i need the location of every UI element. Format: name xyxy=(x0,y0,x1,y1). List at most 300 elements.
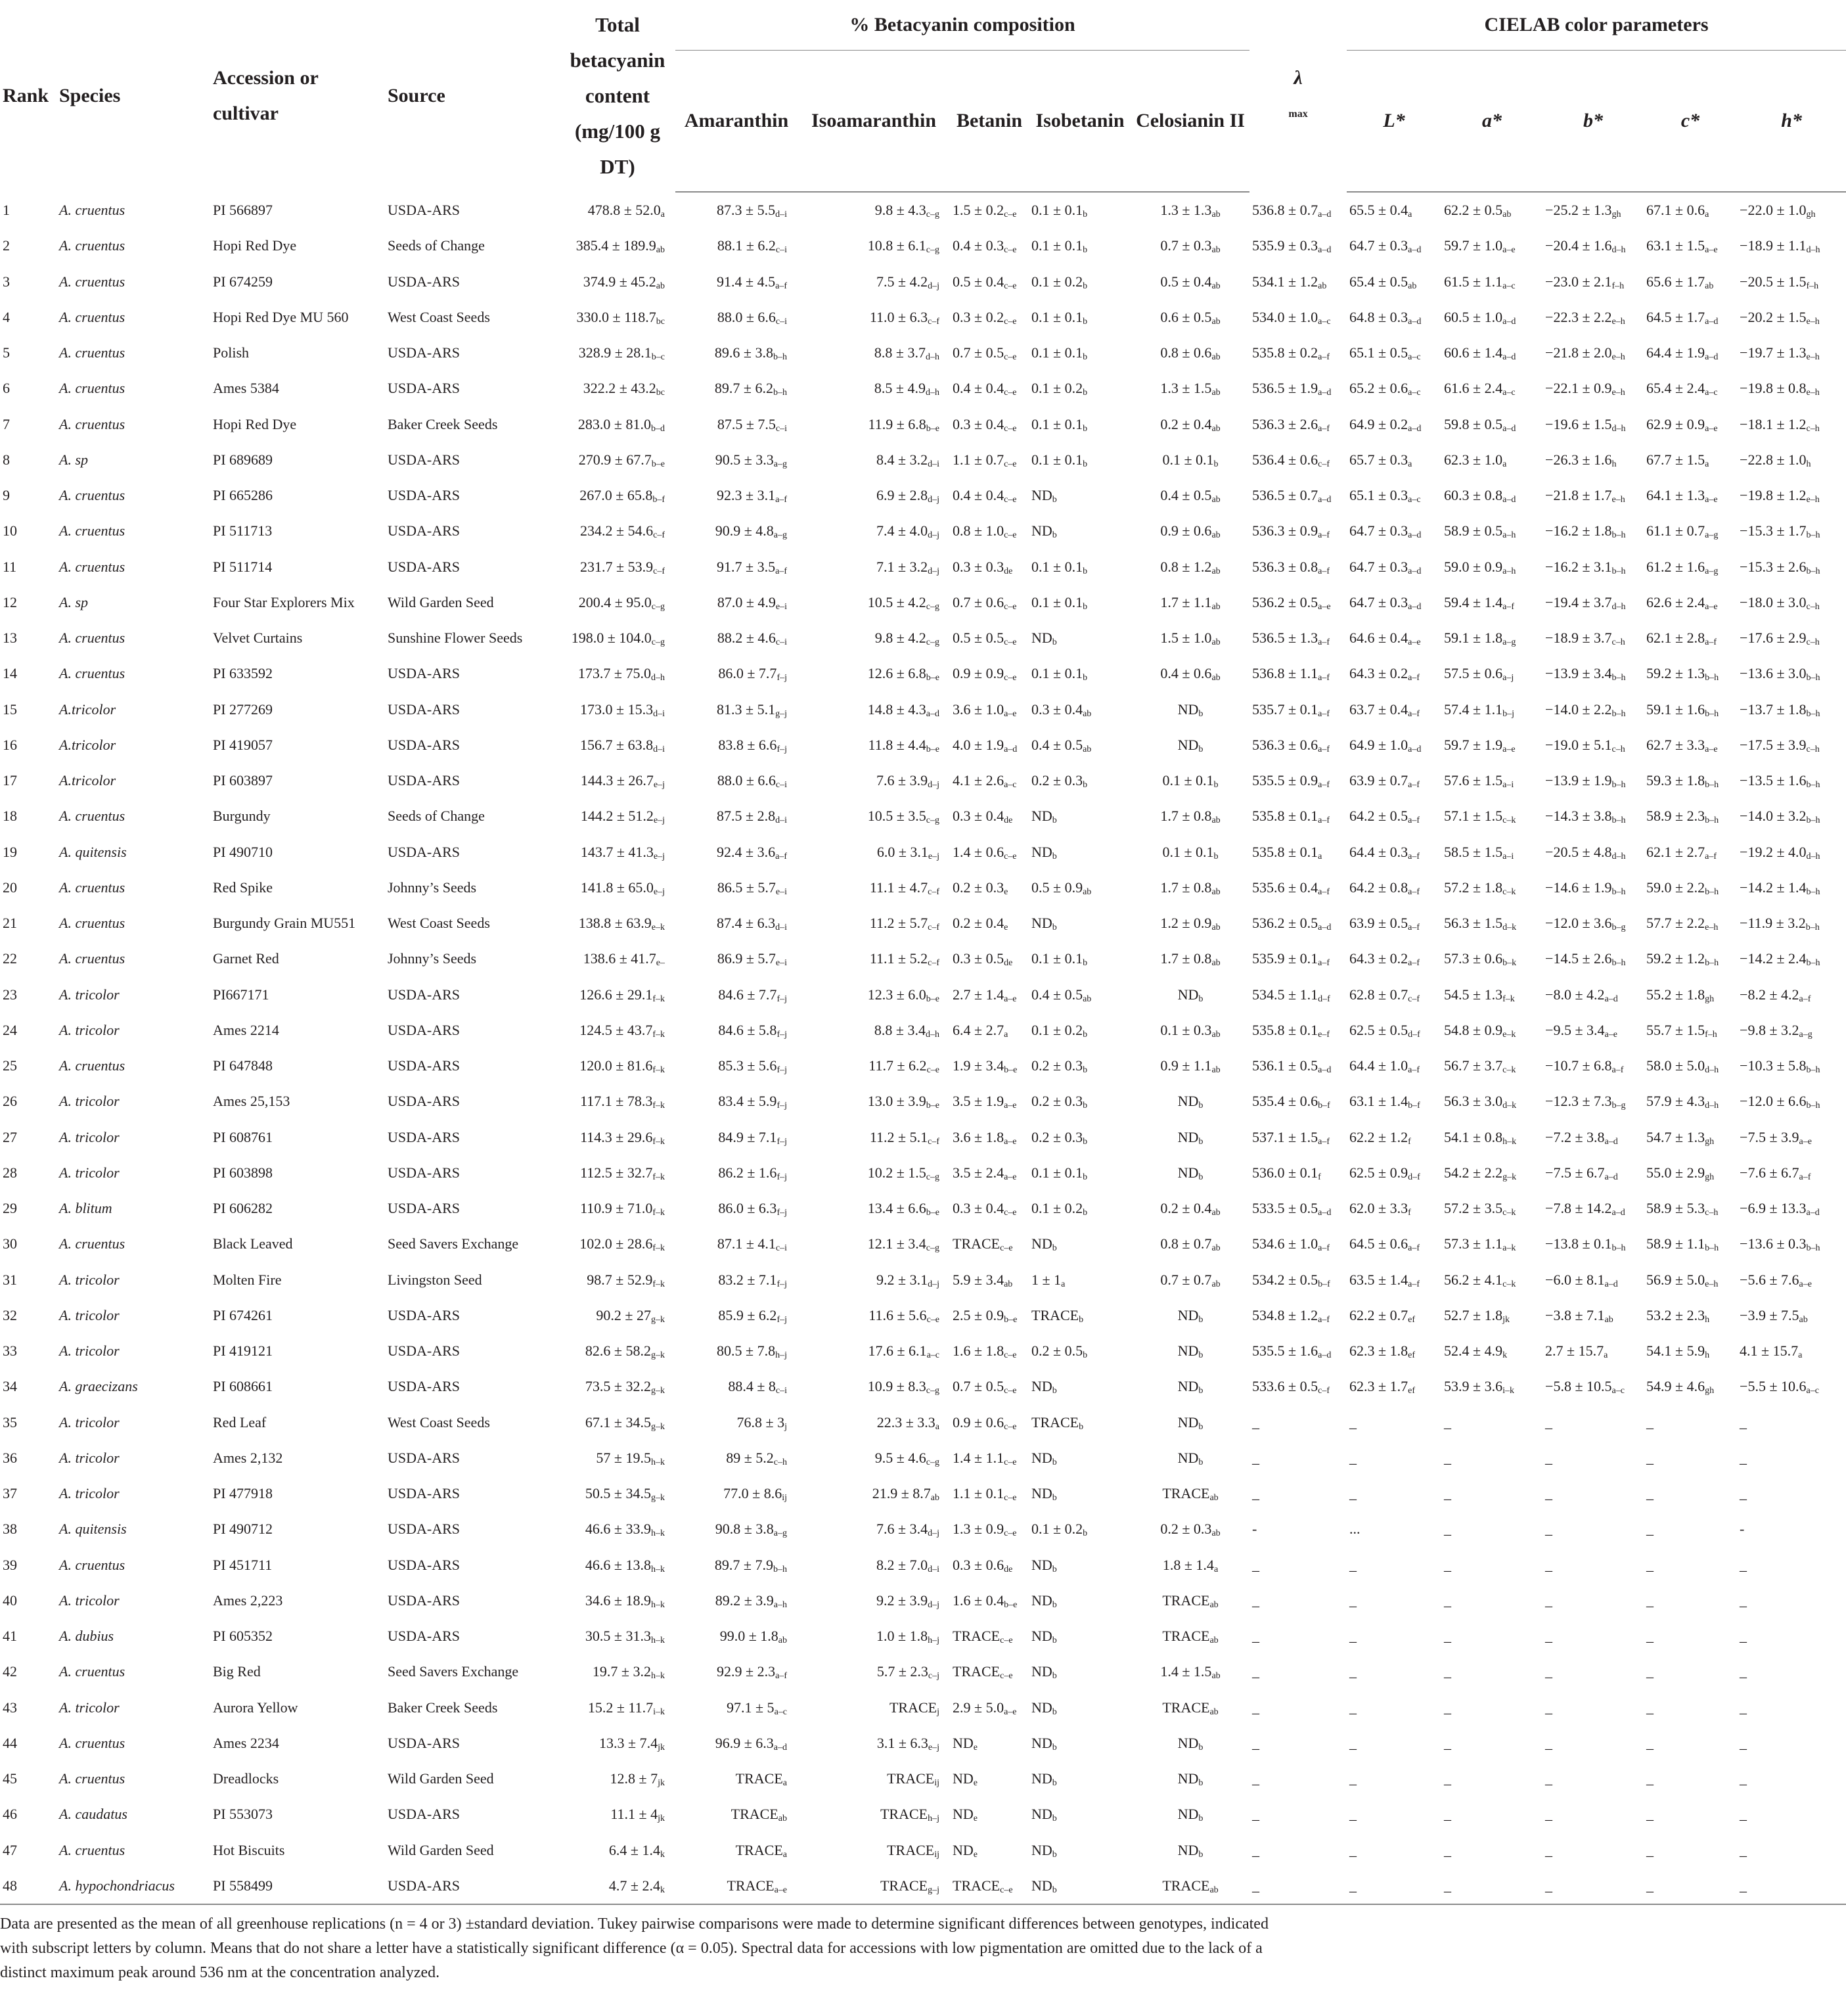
cell-value: 2.7 ± 1.4 xyxy=(953,986,1004,1003)
cell-value: 7.6 ± 3.9 xyxy=(876,772,928,789)
cell-source xyxy=(385,1333,560,1369)
significance-letters: d–j xyxy=(928,566,939,576)
significance-letters: ab xyxy=(778,1636,787,1646)
significance-letters: a–e xyxy=(1799,1279,1812,1289)
cell-value: 62.2 ± 1.2 xyxy=(1349,1128,1408,1145)
cell-value: ND xyxy=(1177,1734,1199,1751)
cell-total xyxy=(560,1583,675,1618)
cell-value: 102.0 ± 28.6 xyxy=(579,1235,653,1252)
table-row xyxy=(0,905,1846,941)
cell-species xyxy=(56,1690,210,1726)
cell-rank xyxy=(0,1298,56,1333)
significance-letters: c–i xyxy=(775,637,787,648)
cell-accession xyxy=(210,1120,385,1155)
significance-letters: b–e xyxy=(926,1208,939,1218)
cell-value: Dreadlocks xyxy=(213,1770,279,1787)
cell-amaranthin xyxy=(675,228,798,263)
cell-h xyxy=(1737,1833,1846,1868)
significance-letters: a–f xyxy=(1408,1243,1420,1254)
significance-letters: a–f xyxy=(1408,958,1420,969)
cell-species xyxy=(56,1226,210,1262)
significance-letters: c–h xyxy=(1806,601,1820,612)
cell-value: 1.7 ± 1.1 xyxy=(1160,593,1212,610)
cell-source xyxy=(385,905,560,941)
cell-source xyxy=(385,1048,560,1084)
cell-source xyxy=(385,763,560,798)
significance-letters: b xyxy=(1052,851,1057,861)
cell-value: 24 xyxy=(3,1021,17,1038)
cell-isobetanin xyxy=(1029,1511,1131,1547)
cell-value: _ xyxy=(1444,1806,1452,1823)
significance-letters: a xyxy=(1502,459,1507,469)
cell-total xyxy=(560,1120,675,1155)
cell-isobetanin xyxy=(1029,835,1131,870)
cell-value: 0.1 ± 0.2 xyxy=(1031,273,1083,290)
significance-letters: e– xyxy=(656,958,665,969)
cell-value: 536.8 ± 0.7 xyxy=(1252,201,1318,218)
cell-source xyxy=(385,1262,560,1298)
col-isoamaranthin: Isoamaranthin xyxy=(798,51,950,193)
cell-value: USDA-ARS xyxy=(388,344,461,361)
significance-letters: a–d xyxy=(1611,1208,1625,1218)
cell-b xyxy=(1542,1405,1644,1440)
cell-isoamaranthin xyxy=(798,1048,950,1084)
cell-c xyxy=(1644,1511,1737,1547)
footnote-text: Data are presented as the mean of all greenhouse replications (n = 4 or 3) ±standard deviation. Tukey pairwise comparisons were made to determine significant differences between genotypes, indicated with subscript letters by column. Means that do not share a letter have a statistically significant difference (α = 0.05). Spectral data for accessions with low pigmentation are omitted due to the lack of a distinct maximum peak around 536 nm at the concentration analyzed. xyxy=(0,1915,1269,1981)
cell-value: 37 xyxy=(3,1485,17,1502)
cell-value: 112.5 ± 32.7 xyxy=(580,1164,653,1181)
cell-a xyxy=(1441,1013,1542,1048)
cell-value: A. tricolor xyxy=(59,1699,120,1716)
cell-amaranthin xyxy=(675,585,798,620)
cell-b xyxy=(1542,192,1644,228)
cell-isoamaranthin xyxy=(798,1797,950,1832)
cell-value: 0.2 ± 0.4 xyxy=(953,915,1004,932)
significance-letters: c–e xyxy=(1000,1636,1013,1646)
significance-letters: a–k xyxy=(1502,1243,1516,1254)
cell-value: Big Red xyxy=(213,1663,261,1680)
cell-value: 57.7 ± 2.2 xyxy=(1646,915,1705,932)
significance-letters: a–f xyxy=(1408,1065,1420,1076)
cell-value: −10.7 ± 6.8 xyxy=(1545,1057,1612,1074)
cell-isobetanin xyxy=(1029,1761,1131,1797)
cell-rank xyxy=(0,620,56,656)
cell-value: _ xyxy=(1740,1663,1747,1680)
cell-isobetanin xyxy=(1029,1084,1131,1119)
cell-value: 99.0 ± 1.8 xyxy=(719,1628,778,1645)
significance-letters: f–j xyxy=(777,744,787,754)
significance-letters: c–k xyxy=(1502,1208,1516,1218)
cell-value: 1.4 ± 1.1 xyxy=(953,1449,1004,1466)
cell-lambda-max xyxy=(1249,656,1347,691)
cell-a xyxy=(1441,1583,1542,1618)
cell-value: −22.3 ± 2.2 xyxy=(1545,308,1612,325)
cell-value: 535.4 ± 0.6 xyxy=(1252,1093,1318,1110)
cell-species xyxy=(56,1048,210,1084)
significance-letters: b–g xyxy=(1611,1101,1626,1111)
col-celosianin: Celosianin II xyxy=(1131,51,1249,193)
significance-letters: d–i xyxy=(653,744,665,754)
cell-value: A. tricolor xyxy=(59,986,120,1003)
cell-h xyxy=(1737,1868,1846,1904)
cell-isobetanin xyxy=(1029,977,1131,1013)
cell-value: 3.6 ± 1.8 xyxy=(953,1128,1004,1145)
cell-value: 64.7 ± 0.3 xyxy=(1349,237,1408,254)
significance-letters: ab xyxy=(1211,281,1221,291)
cell-value: Black Leaved xyxy=(213,1235,293,1252)
cell-h xyxy=(1737,1797,1846,1832)
cell-value: 0.6 ± 0.5 xyxy=(1160,308,1212,325)
cell-isobetanin xyxy=(1029,478,1131,513)
cell-L xyxy=(1347,620,1441,656)
significance-letters: b–e xyxy=(926,744,939,754)
cell-value: 90.5 ± 3.3 xyxy=(715,451,774,468)
cell-rank xyxy=(0,1191,56,1226)
table-row xyxy=(0,1511,1846,1547)
significance-letters: f–k xyxy=(1502,994,1515,1004)
significance-letters: e xyxy=(973,1849,978,1860)
cell-value: _ xyxy=(1545,1592,1553,1609)
significance-letters: h–k xyxy=(651,1599,665,1610)
cell-value: Red Leaf xyxy=(213,1413,267,1431)
table-row xyxy=(0,870,1846,905)
cell-c xyxy=(1644,941,1737,976)
cell-isoamaranthin xyxy=(798,300,950,335)
cell-value: ND xyxy=(1031,1806,1052,1823)
cell-rank xyxy=(0,1440,56,1476)
cell-h xyxy=(1737,1547,1846,1583)
cell-value: _ xyxy=(1646,1592,1654,1609)
cell-value: 9 xyxy=(3,487,10,504)
cell-value: Ames 2,132 xyxy=(213,1449,283,1466)
significance-letters: h xyxy=(1705,1314,1710,1325)
cell-value: 32 xyxy=(3,1306,17,1323)
significance-letters: a–g xyxy=(773,459,787,469)
significance-letters: b xyxy=(1198,1136,1204,1147)
cell-isobetanin xyxy=(1029,1262,1131,1298)
cell-value: 536.8 ± 1.1 xyxy=(1252,665,1318,682)
cell-value: TRACE xyxy=(953,1663,1001,1680)
cell-value: USDA-ARS xyxy=(388,1734,461,1751)
table-row xyxy=(0,1547,1846,1583)
cell-value: PI 647848 xyxy=(213,1057,273,1074)
cell-total xyxy=(560,1476,675,1511)
cell-value: 86.0 ± 7.7 xyxy=(718,665,777,682)
cell-value: 46.6 ± 13.8 xyxy=(585,1556,651,1573)
significance-letters: a–f xyxy=(1318,1136,1330,1147)
cell-lambda-max xyxy=(1249,300,1347,335)
cell-amaranthin xyxy=(675,1476,798,1511)
cell-rank xyxy=(0,835,56,870)
cell-L xyxy=(1347,1868,1441,1904)
cell-species xyxy=(56,1618,210,1654)
cell-value: ND xyxy=(1031,915,1052,932)
cell-value: A. tricolor xyxy=(59,1449,120,1466)
significance-letters: d–h xyxy=(926,1029,939,1040)
cell-value: A.tricolor xyxy=(59,736,116,753)
cell-betanin xyxy=(950,1369,1029,1404)
cell-value: 1 xyxy=(3,201,10,218)
cell-species xyxy=(56,1726,210,1761)
significance-letters: a–d xyxy=(1604,1136,1618,1147)
cell-value: USDA-ARS xyxy=(388,1485,461,1502)
cell-lambda-max xyxy=(1249,1797,1347,1832)
cell-value: 56.7 ± 3.7 xyxy=(1444,1057,1503,1074)
cell-a xyxy=(1441,1226,1542,1262)
significance-letters: b–e xyxy=(926,423,939,434)
table-row xyxy=(0,513,1846,549)
table-row xyxy=(0,1797,1846,1832)
significance-letters: ab xyxy=(1211,1065,1221,1076)
cell-value: 63.7 ± 0.4 xyxy=(1349,700,1408,718)
cell-celosianin xyxy=(1131,835,1249,870)
cell-source xyxy=(385,692,560,727)
table-row xyxy=(0,1761,1846,1797)
cell-value: 374.9 ± 45.2 xyxy=(583,273,656,290)
cell-rank xyxy=(0,1618,56,1654)
cell-c xyxy=(1644,1298,1737,1333)
significance-letters: c–f xyxy=(928,886,939,897)
cell-h xyxy=(1737,798,1846,834)
cell-value: 7.1 ± 3.2 xyxy=(876,558,928,575)
significance-letters: d–h xyxy=(651,673,665,683)
cell-a xyxy=(1441,763,1542,798)
significance-letters: c–e xyxy=(926,1065,939,1076)
cell-value: USDA-ARS xyxy=(388,1806,461,1823)
significance-letters: gh xyxy=(1806,210,1816,220)
cell-value: USDA-ARS xyxy=(388,665,461,682)
cell-accession xyxy=(210,870,385,905)
cell-value: 84.9 ± 7.1 xyxy=(718,1128,777,1145)
cell-value: _ xyxy=(1545,1485,1553,1502)
cell-value: 534.5 ± 1.1 xyxy=(1252,986,1318,1003)
cell-rank xyxy=(0,905,56,941)
cell-value: 54.9 ± 4.6 xyxy=(1646,1378,1705,1395)
cell-value: 1.4 ± 1.5 xyxy=(1160,1663,1212,1680)
significance-letters: c–j xyxy=(928,1671,939,1682)
cell-value: _ xyxy=(1252,1413,1260,1431)
cell-a xyxy=(1441,1868,1542,1904)
cell-value: _ xyxy=(1545,1521,1553,1538)
cell-accession xyxy=(210,1262,385,1298)
significance-letters: a–j xyxy=(1502,673,1514,683)
significance-letters: a xyxy=(782,1778,787,1789)
cell-value: ND xyxy=(1031,1485,1052,1502)
cell-source xyxy=(385,513,560,549)
cell-amaranthin xyxy=(675,1013,798,1048)
cell-value: ND xyxy=(1177,1413,1199,1431)
cell-value: 13.4 ± 6.6 xyxy=(867,1200,926,1217)
col-lambda-max xyxy=(1249,0,1347,192)
significance-letters: f–k xyxy=(652,994,665,1004)
cell-b xyxy=(1542,1726,1644,1761)
cell-source xyxy=(385,585,560,620)
cell-value: −5.6 ± 7.6 xyxy=(1740,1271,1799,1288)
significance-letters: b–h xyxy=(1705,673,1719,683)
cell-value: 114.3 ± 29.6 xyxy=(580,1128,653,1145)
cell-value: USDA-ARS xyxy=(388,736,461,753)
cell-h xyxy=(1737,763,1846,798)
table-row xyxy=(0,656,1846,691)
cell-amaranthin xyxy=(675,977,798,1013)
significance-letters: b xyxy=(1083,1065,1088,1076)
significance-letters: gh xyxy=(1705,1172,1715,1182)
significance-letters: b xyxy=(1083,352,1088,363)
cell-b xyxy=(1542,1547,1644,1583)
cell-value: 88.2 ± 4.6 xyxy=(717,630,776,647)
cell-value: 0.3 ± 0.3 xyxy=(953,558,1004,575)
cell-rank xyxy=(0,1084,56,1119)
col-a: a* xyxy=(1441,51,1542,193)
cell-value: A. cruentus xyxy=(59,237,125,254)
significance-letters: a–d xyxy=(1502,316,1516,327)
cell-isobetanin xyxy=(1029,1726,1131,1761)
significance-letters: c–k xyxy=(1502,1065,1516,1076)
significance-letters: f–j xyxy=(777,1172,787,1182)
cell-value: ND xyxy=(1177,986,1199,1003)
cell-amaranthin xyxy=(675,549,798,585)
significance-letters: a–f xyxy=(1705,851,1717,861)
cell-value: 4.7 ± 2.4 xyxy=(608,1877,660,1894)
significance-letters: jk xyxy=(1502,1314,1510,1325)
cell-source xyxy=(385,300,560,335)
cell-c xyxy=(1644,977,1737,1013)
cell-h xyxy=(1737,1048,1846,1084)
cell-value: 1.3 ± 1.3 xyxy=(1160,202,1212,219)
cell-value: −14.2 ± 1.4 xyxy=(1740,879,1807,896)
cell-isoamaranthin xyxy=(798,264,950,300)
cell-L xyxy=(1347,1583,1441,1618)
cell-value: −7.6 ± 6.7 xyxy=(1740,1164,1799,1181)
cell-value: −18.1 ± 1.2 xyxy=(1740,415,1807,432)
cell-isoamaranthin xyxy=(798,727,950,763)
table-row xyxy=(0,941,1846,976)
cell-c xyxy=(1644,371,1737,406)
col-betanin: Betanin xyxy=(950,51,1029,193)
significance-letters: bc xyxy=(656,388,665,398)
cell-value: 0.7 ± 0.5 xyxy=(953,1378,1004,1395)
cell-value: 0.7 ± 0.3 xyxy=(1160,237,1212,254)
cell-value: ... xyxy=(1349,1521,1361,1538)
cell-lambda-max xyxy=(1249,1191,1347,1226)
significance-letters: b xyxy=(1052,1707,1057,1717)
cell-rank xyxy=(0,1155,56,1191)
significance-letters: b–h xyxy=(1705,886,1719,897)
cell-value: 1 ± 1 xyxy=(1031,1271,1062,1288)
cell-c xyxy=(1644,1155,1737,1191)
cell-value: TRACE xyxy=(953,1877,1001,1894)
cell-c xyxy=(1644,1120,1737,1155)
cell-betanin xyxy=(950,941,1029,976)
cell-value: 64.4 ± 0.3 xyxy=(1349,843,1408,860)
cell-value: 87.3 ± 5.5 xyxy=(717,202,776,219)
cell-value: TRACE xyxy=(953,1628,1001,1645)
cell-amaranthin xyxy=(675,1797,798,1832)
cell-c xyxy=(1644,549,1737,585)
cell-celosianin xyxy=(1131,1476,1249,1511)
cell-value: 17.6 ± 6.1 xyxy=(868,1342,927,1360)
cell-value: TRACE xyxy=(1162,1592,1210,1609)
cell-isobetanin xyxy=(1029,798,1131,834)
cell-total xyxy=(560,300,675,335)
cell-value: _ xyxy=(1349,1628,1357,1645)
group-cielab: CIELAB color parameters xyxy=(1347,0,1846,51)
cell-value: 0.1 ± 0.1 xyxy=(1031,344,1083,361)
cell-value: ND xyxy=(1031,630,1052,647)
significance-letters: a–i xyxy=(1502,851,1514,861)
cell-value: A. blitum xyxy=(59,1200,112,1217)
cell-value: 10.9 ± 8.3 xyxy=(867,1378,926,1395)
cell-value: Johnny’s Seeds xyxy=(388,950,477,967)
cell-value: Burgundy xyxy=(213,808,271,825)
cell-source xyxy=(385,798,560,834)
cell-L xyxy=(1347,1226,1441,1262)
significance-letters: c–h xyxy=(1705,1208,1719,1218)
cell-value: _ xyxy=(1252,1770,1260,1787)
cell-value: 43 xyxy=(3,1699,17,1716)
cell-value: 11.8 ± 4.4 xyxy=(868,736,926,753)
cell-value: _ xyxy=(1646,1699,1654,1716)
significance-letters: ab xyxy=(1209,1885,1219,1895)
cell-value: 57.5 ± 0.6 xyxy=(1444,665,1503,682)
cell-L xyxy=(1347,1191,1441,1226)
cell-amaranthin xyxy=(675,1048,798,1084)
significance-letters: b xyxy=(1198,1101,1204,1111)
cell-total xyxy=(560,1298,675,1333)
cell-amaranthin xyxy=(675,656,798,691)
cell-value: 533.6 ± 0.5 xyxy=(1252,1378,1318,1395)
cell-species xyxy=(56,1191,210,1226)
cell-c xyxy=(1644,478,1737,513)
significance-letters: e–j xyxy=(928,1742,939,1753)
significance-letters: c–g xyxy=(926,815,939,826)
cell-L xyxy=(1347,977,1441,1013)
significance-letters: a–d xyxy=(1318,245,1332,256)
significance-letters: f xyxy=(1408,1208,1411,1218)
cell-value: 330.0 ± 118.7 xyxy=(576,308,656,325)
cell-value: 0.9 ± 0.6 xyxy=(953,1413,1004,1431)
significance-letters: b–h xyxy=(1806,1101,1820,1111)
significance-letters: ab xyxy=(1211,923,1221,933)
cell-value: 45 xyxy=(3,1770,17,1787)
cell-accession xyxy=(210,1761,385,1797)
cell-value: 1.5 ± 1.0 xyxy=(1160,630,1212,647)
cell-value: Four Star Explorers Mix xyxy=(213,593,355,610)
cell-rank xyxy=(0,228,56,263)
cell-lambda-max xyxy=(1249,264,1347,300)
significance-letters: c–h xyxy=(773,1457,787,1467)
cell-value: A. tricolor xyxy=(59,1592,120,1609)
cell-value: 534.8 ± 1.2 xyxy=(1252,1306,1318,1323)
cell-isoamaranthin xyxy=(798,977,950,1013)
cell-c xyxy=(1644,1476,1737,1511)
cell-L xyxy=(1347,1511,1441,1547)
cell-a xyxy=(1441,835,1542,870)
cell-value: _ xyxy=(1740,1413,1747,1431)
table-row xyxy=(0,835,1846,870)
cell-accession xyxy=(210,371,385,406)
significance-letters: a–f xyxy=(1408,815,1420,826)
cell-total xyxy=(560,798,675,834)
cell-value: USDA-ARS xyxy=(388,1877,461,1894)
cell-amaranthin xyxy=(675,1833,798,1868)
significance-letters: c–h xyxy=(1806,744,1820,754)
cell-value: Polish xyxy=(213,344,250,361)
cell-value: 534.1 ± 1.2 xyxy=(1252,273,1318,290)
cell-value: USDA-ARS xyxy=(388,1449,461,1466)
significance-letters: a–f xyxy=(1408,708,1420,719)
significance-letters: f–k xyxy=(652,1065,665,1076)
